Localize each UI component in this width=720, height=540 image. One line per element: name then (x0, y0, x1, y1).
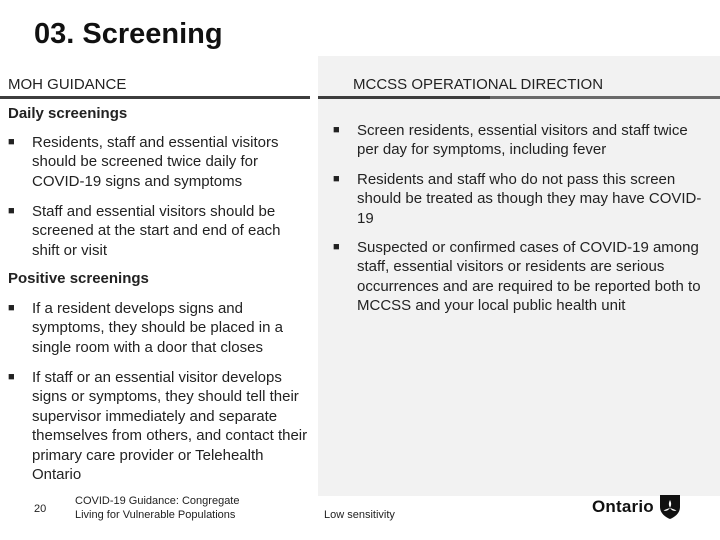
ontario-trillium-icon (659, 494, 681, 520)
section-heading-daily: Daily screenings (8, 105, 128, 122)
square-bullet-icon: ■ (8, 371, 15, 383)
square-bullet-icon: ■ (8, 205, 15, 217)
square-bullet-icon: ■ (333, 124, 340, 136)
right-header-rule (318, 96, 720, 99)
section-heading-positive: Positive screenings (8, 270, 149, 287)
footer-document-title: COVID-19 Guidance: Congregate Living for Vulnerable Populations (75, 495, 240, 521)
list-item: ■ Residents and staff who do not pass this screen should be treated as though they may have COVID-19 (333, 171, 702, 227)
list-item: ■ Suspected or confirmed cases of COVID-19 among staff, essential visitors or residents are serious occurrences and are required to be reported both to MCCSS and your local public health unit (333, 239, 701, 315)
right-column-header: MCCSS OPERATIONAL DIRECTION (353, 76, 604, 93)
square-bullet-icon: ■ (8, 302, 15, 314)
square-bullet-icon: ■ (8, 136, 15, 148)
square-bullet-icon: ■ (333, 173, 340, 185)
sensitivity-label: Low sensitivity (324, 509, 395, 521)
square-bullet-icon: ■ (333, 241, 340, 253)
list-item: ■ If a resident develops signs and symptoms, they should be placed in a single room with a door that closes (8, 300, 283, 356)
list-item: ■ Staff and essential visitors should be screened at the start and end of each shift or visit (8, 203, 281, 259)
list-item: ■ If staff or an essential visitor develops signs or symptoms, they should tell their supervisor immediately and separate themselves from others, and contact their primary care provider or Telehealth Ontario (8, 369, 308, 484)
logo-wordmark: Ontario (592, 497, 654, 516)
left-column-header: MOH GUIDANCE (8, 76, 127, 93)
slide-title: 03. Screening (34, 18, 223, 50)
ontario-logo (592, 494, 681, 520)
left-header-rule (0, 96, 310, 99)
list-item: ■ Screen residents, essential visitors and staff twice per day for symptoms, including fever (333, 122, 688, 159)
page-number: 20 (34, 503, 47, 515)
list-item: ■ Residents, staff and essential visitors should be screened twice daily for COVID-19 signs and symptoms (8, 134, 279, 190)
